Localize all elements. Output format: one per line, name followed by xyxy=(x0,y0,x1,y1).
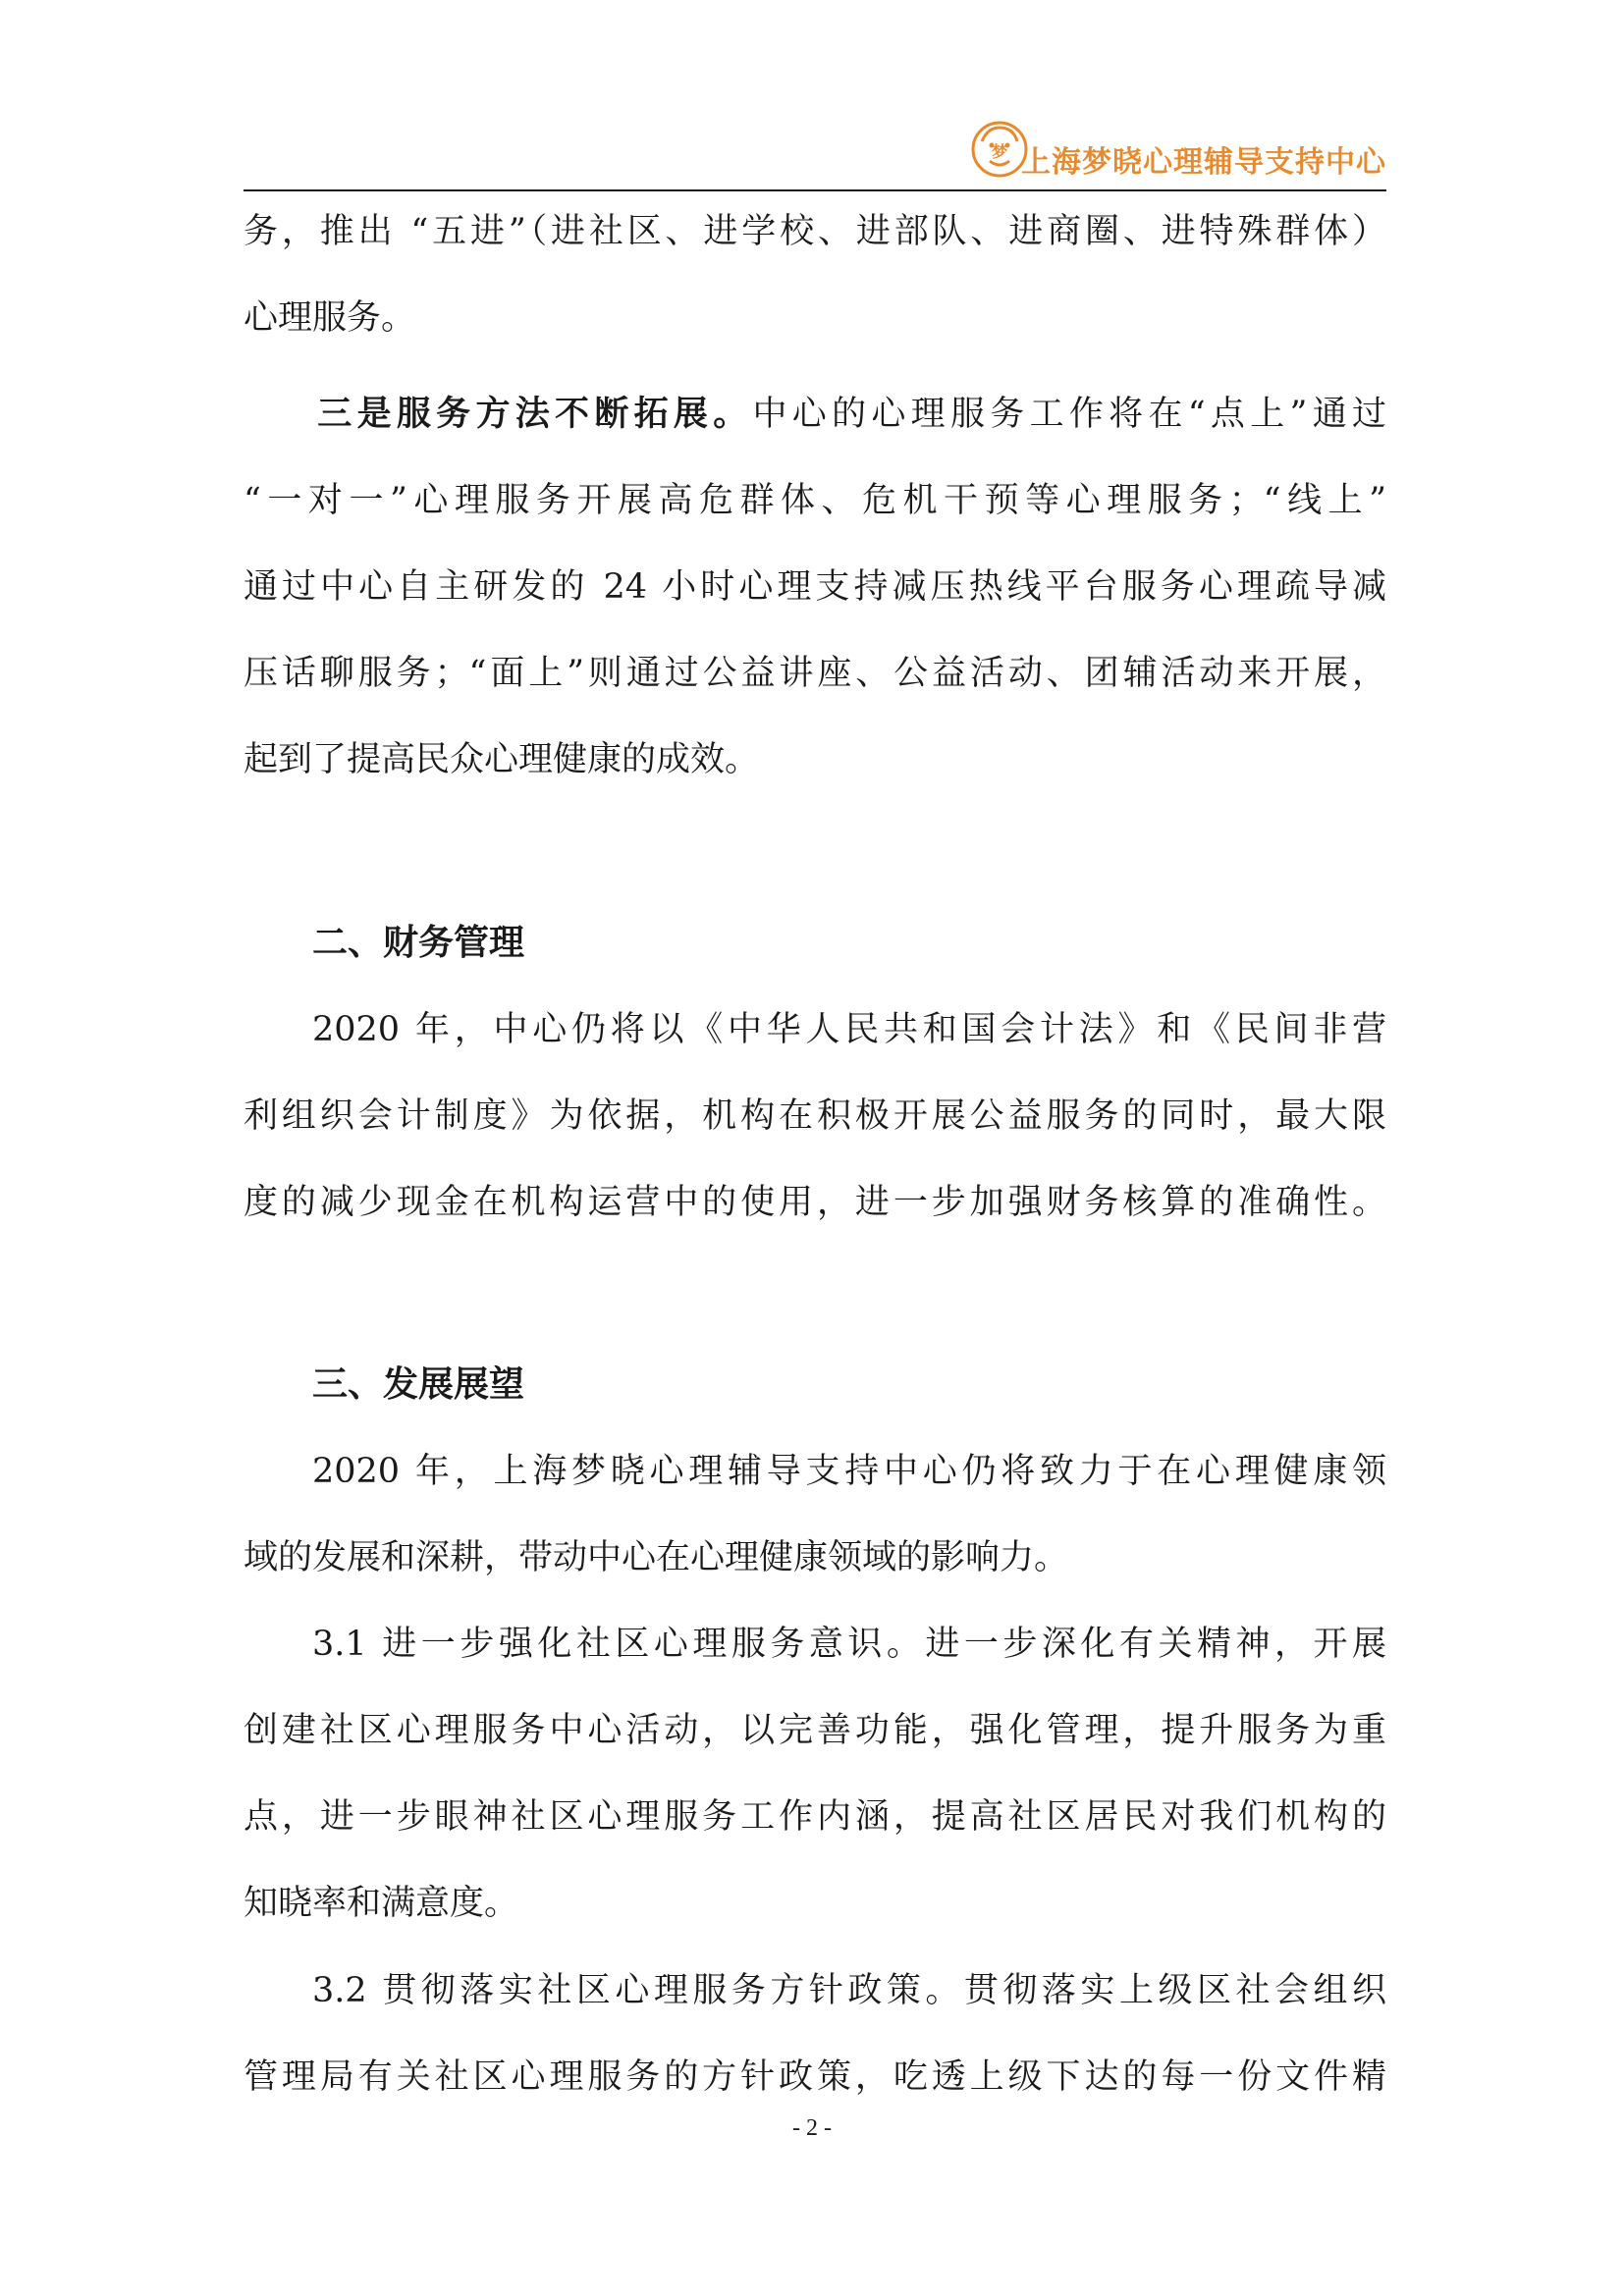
paragraph-line: 管理局有关社区心理服务的方针政策，吃透上级下达的每一份文件精 xyxy=(244,2057,1386,2097)
paragraph-line: 点，进一步眼神社区心理服务工作内涵，提高社区居民对我们机构的 xyxy=(244,1797,1386,1837)
paragraph-line: 3.1 进一步强化社区心理服务意识。进一步深化有关精神，开展 xyxy=(312,1625,1386,1664)
paragraph-line: 利组织会计制度》为依据，机构在积极开展公益服务的同时，最大限 xyxy=(244,1096,1386,1136)
organization-name: 上海梦晓心理辅导支持中心 xyxy=(1021,145,1386,180)
paragraph-line xyxy=(244,385,1386,444)
paragraph-line: 3.2 贯彻落实社区心理服务方针政策。贯彻落实上级区社会组织 xyxy=(312,1971,1386,2010)
paragraph-line: 知晓率和满意度。 xyxy=(244,1884,519,1923)
paragraph-line: 域的发展和深耕，带动中心在心理健康领域的影响力。 xyxy=(244,1538,1069,1577)
paragraph-line: 2020 年，中心仍将以《中华人民共和国会计法》和《民间非营 xyxy=(312,1010,1386,1049)
logo-glyph: 梦 xyxy=(991,142,1008,161)
page-header xyxy=(244,108,1386,196)
paragraph-line: 起到了提高民众心理健康的成效。 xyxy=(244,740,760,779)
section-heading-outlook: 三、发展展望 xyxy=(312,1364,525,1405)
paragraph-line: 心理服务。 xyxy=(244,298,416,338)
page-number: - 2 - xyxy=(792,2115,832,2141)
paragraph-line: 务，推出 “五进”（进社区、进学校、进部队、进商圈、进特殊群体） xyxy=(244,212,1386,251)
paragraph-text: 中心的心理服务工作将在“点上”通过 xyxy=(752,395,1386,434)
bold-lead-phrase: 三是服务方法不断拓展。 xyxy=(312,394,753,434)
paragraph-line: 通过中心自主研发的 24 小时心理支持减压热线平台服务心理疏导减 xyxy=(244,567,1386,607)
paragraph-line: “一对一”心理服务开展高危群体、危机干预等心理服务；“线上” xyxy=(244,481,1386,520)
paragraph-line: 压话聊服务；“面上”则通过公益讲座、公益活动、团辅活动来开展， xyxy=(244,654,1386,693)
paragraph-line: 创建社区心理服务中心活动，以完善功能，强化管理，提升服务为重 xyxy=(244,1711,1386,1750)
paragraph-line: 度的减少现金在机构运营中的使用，进一步加强财务核算的准确性。 xyxy=(244,1183,1386,1222)
paragraph-line: 2020 年，上海梦晓心理辅导支持中心仍将致力于在心理健康领 xyxy=(312,1452,1386,1491)
section-heading-finance: 二、财务管理 xyxy=(312,923,525,963)
header-divider xyxy=(244,189,1386,191)
